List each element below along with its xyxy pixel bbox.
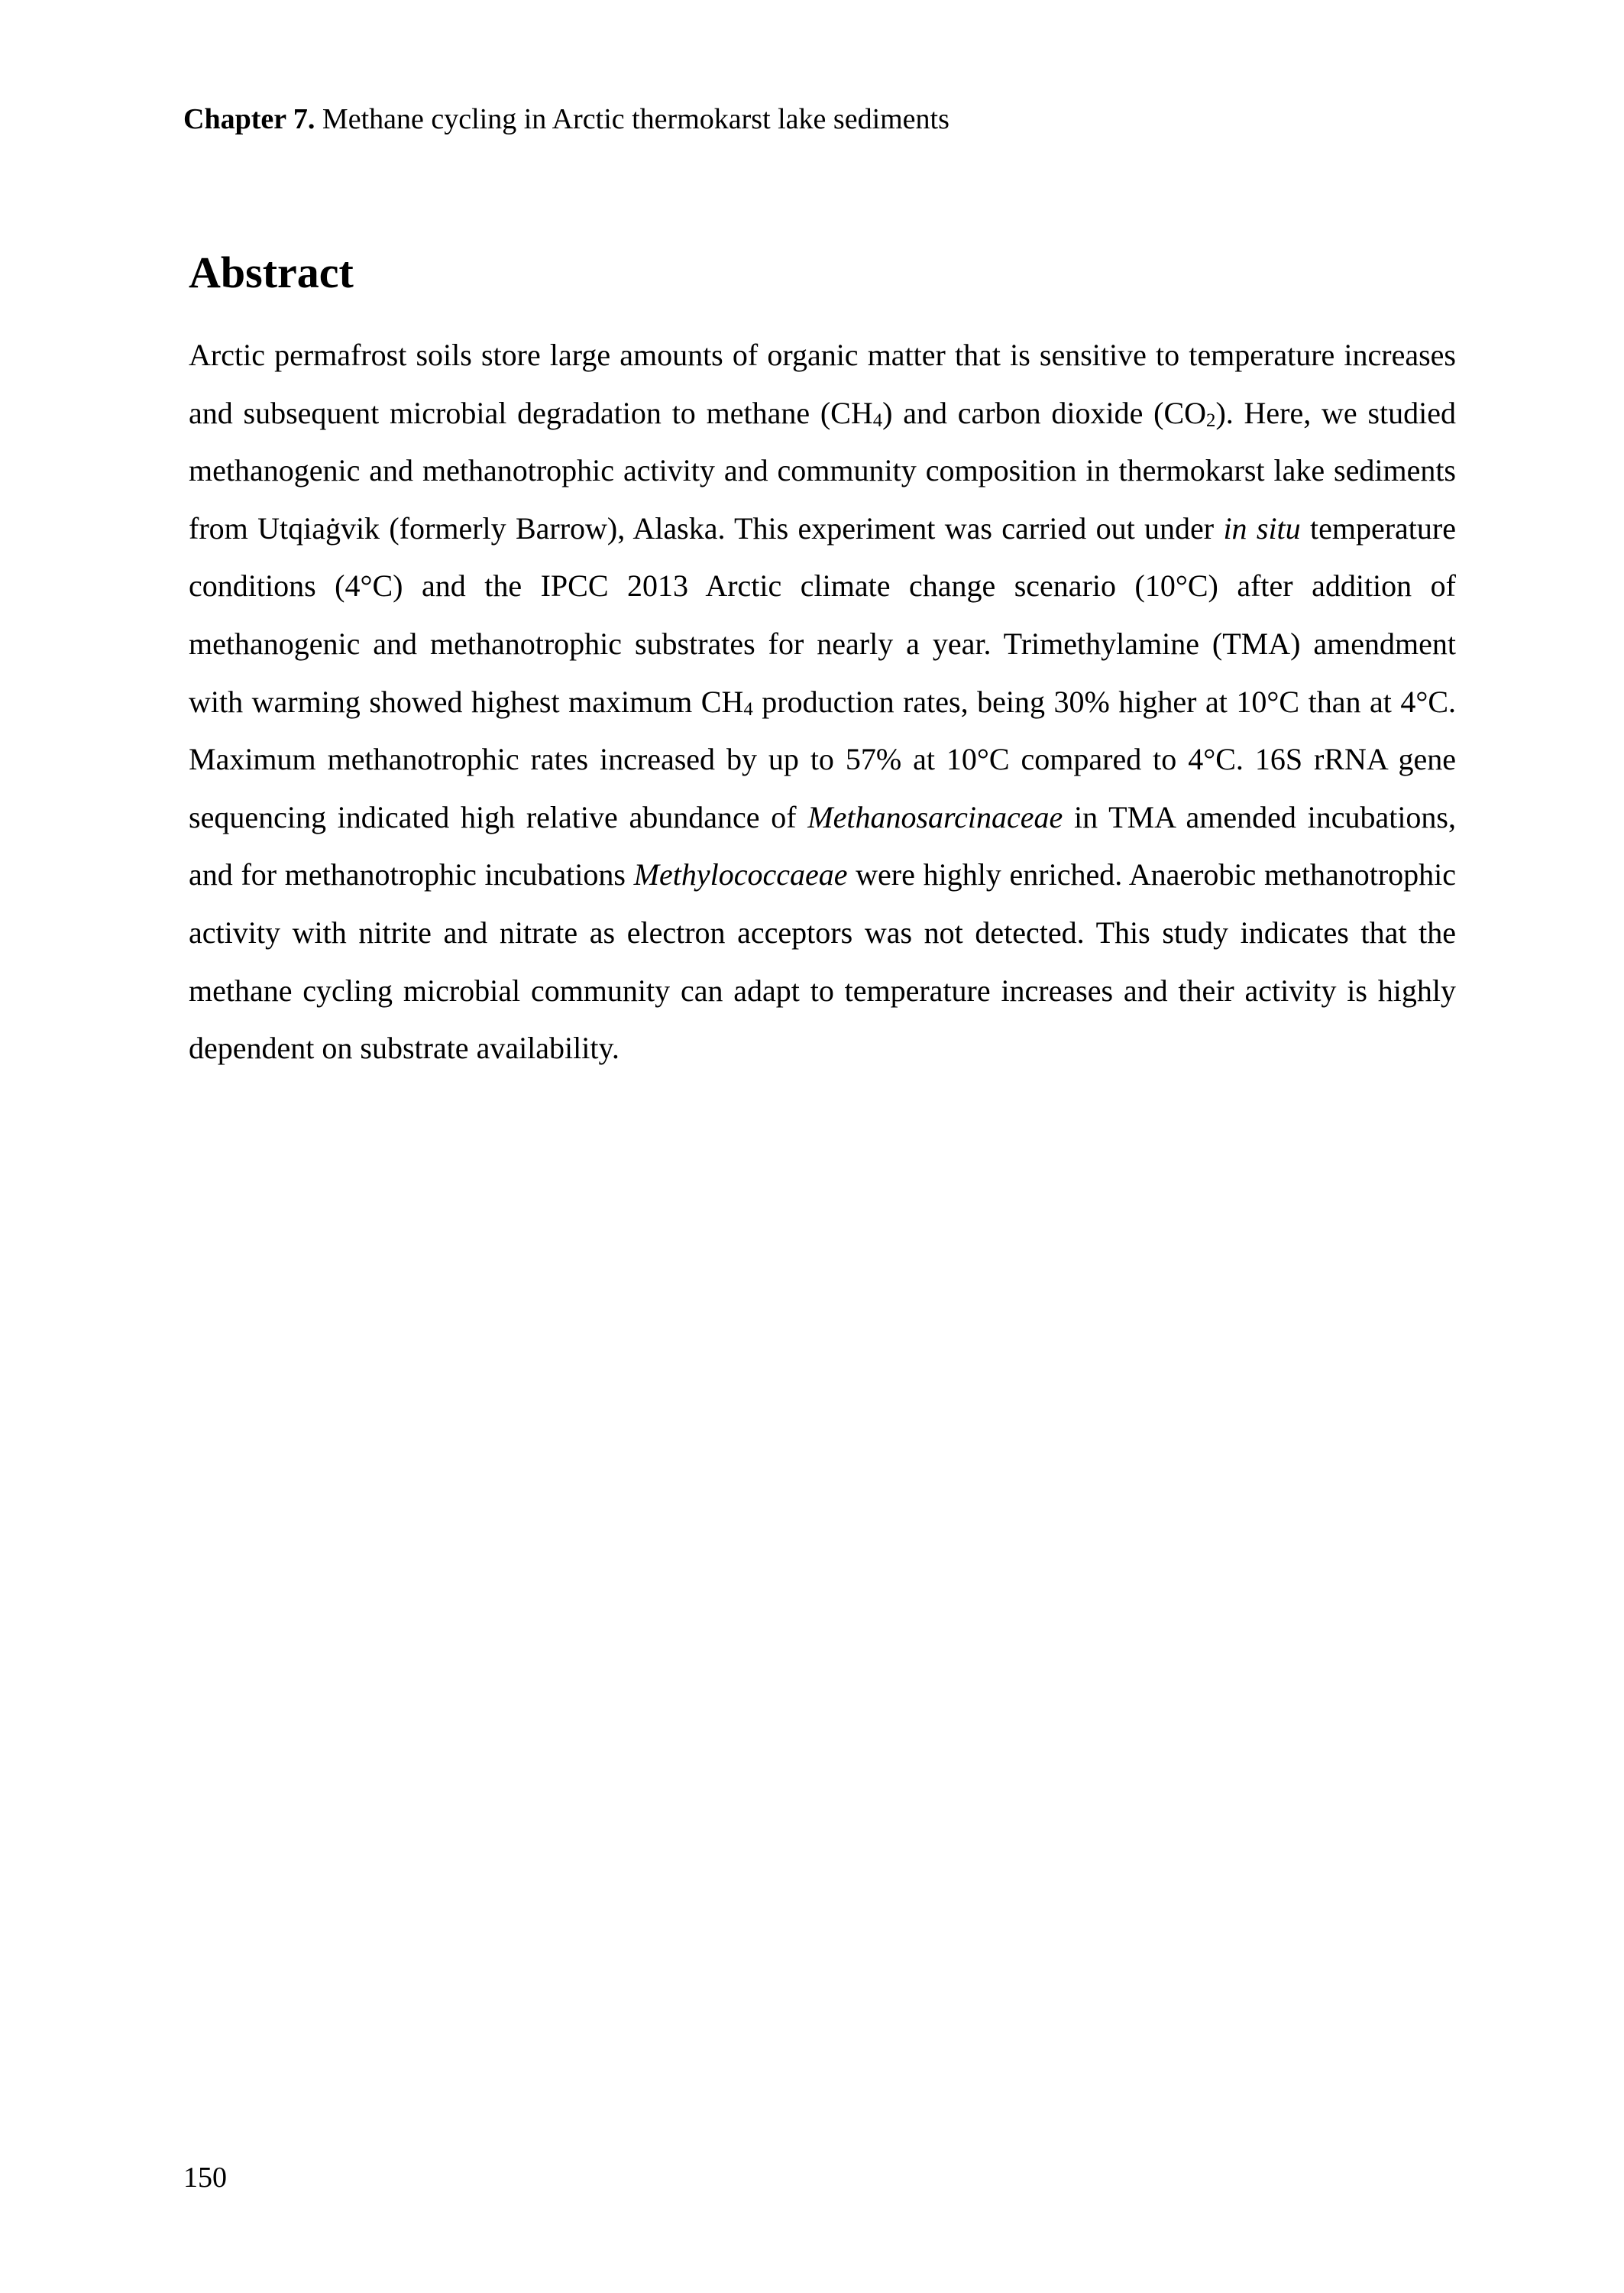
subscript: 4 (743, 699, 753, 721)
subscript: 4 (872, 410, 883, 432)
running-header (183, 101, 949, 138)
italic-term: in situ (1223, 510, 1301, 546)
page-number: 150 (183, 2162, 227, 2194)
italic-term: Methylococcaeae (633, 857, 848, 892)
italic-term: Methanosarcinaceae (807, 799, 1063, 834)
subscript: 2 (1206, 410, 1216, 432)
abstract-text: temperature conditions (4°C) and the IPCC 2013 Arctic climate change scenario (10°C) after addition of methanogenic and methanotrophic substrates for nearly a year. Trimethylamine (TMA) amendment with warming showed highest maximum CH (189, 510, 1456, 719)
chapter-title: Methane cycling in Arctic thermokarst lake sediments (322, 103, 949, 135)
abstract-text: Arctic permafrost soils store large amounts of organic matter that is sensitive to temperature increases and subsequent microbial degradation to methane (CH (189, 338, 1456, 430)
abstract-text: ) and carbon dioxide (CO (882, 395, 1207, 430)
abstract-text: production rates, being 30% higher at 10°C than at 4°C. Maximum methanotrophic rates increased by up to 57% at 10°C compared to 4°C. 16S rRNA gene sequencing indicated high relative abundance of (189, 684, 1457, 834)
chapter-label: Chapter 7. (183, 103, 315, 135)
abstract-heading: Abstract (189, 248, 354, 297)
abstract-text: in TMA amended incubations, and for methanotrophic incubations (189, 799, 1456, 892)
abstract-text: were highly enriched. Anaerobic methanotrophic activity with nitrite and nitrate as electron acceptors was not detected. This study indicates that the methane cycling microbial community can adapt to temperature increases and their activity is highly dependent on substrate availability. (189, 857, 1457, 1066)
abstract-text: ). Here, we studied methanogenic and methanotrophic activity and community composition in thermokarst lake sediments from Utqiaġvik (formerly Barrow), Alaska. This experiment was carried out under (189, 395, 1456, 546)
abstract-paragraph (189, 326, 1456, 1077)
